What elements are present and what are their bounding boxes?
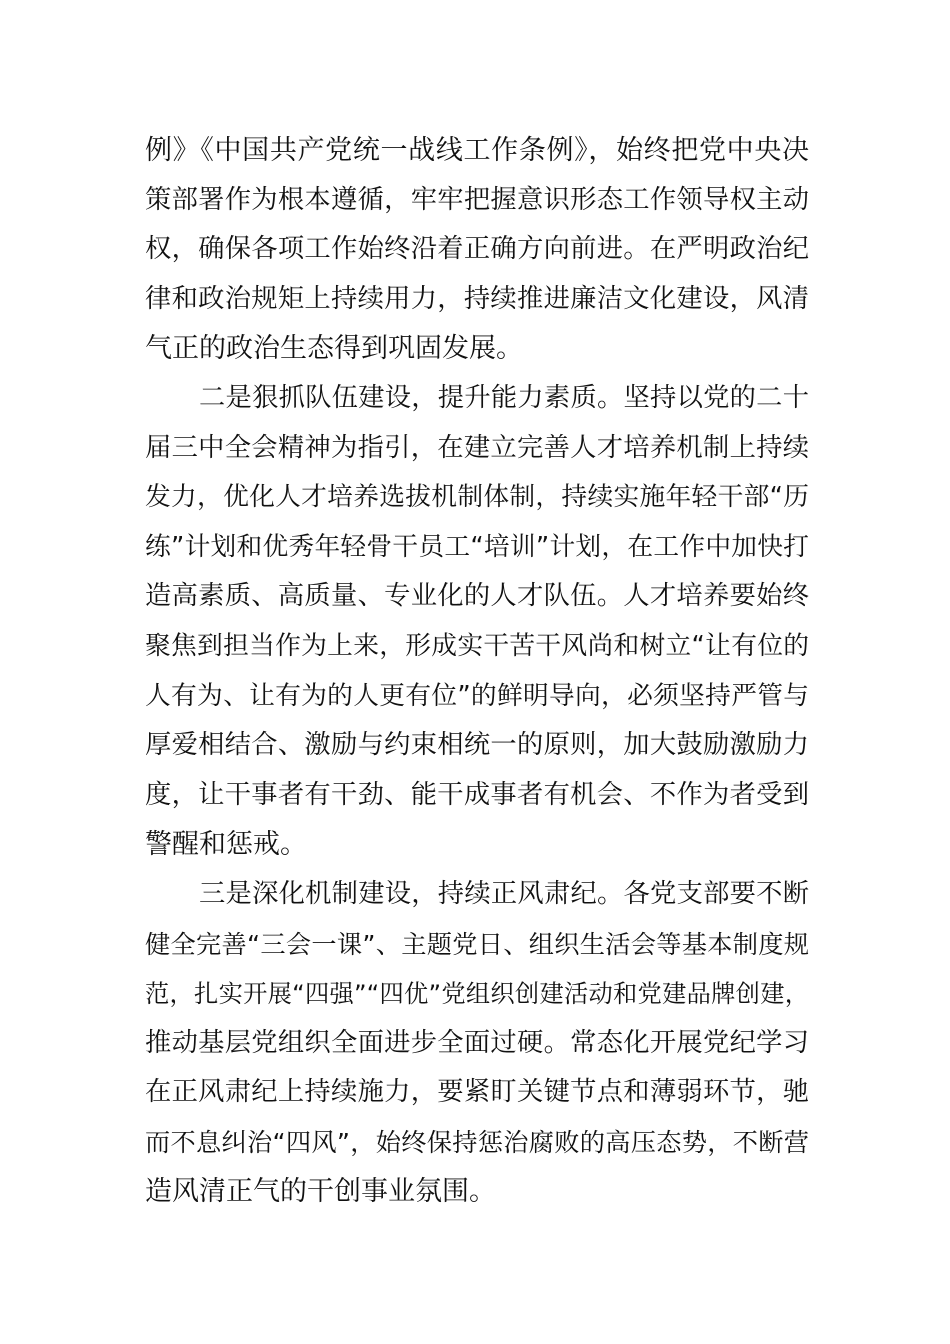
text-line: 练”计划和优秀年轻骨干员工“培训”计划，在工作中加快打 bbox=[145, 531, 809, 562]
paragraph-continuation bbox=[145, 126, 809, 374]
text-line: 健全完善“三会一课”、主题党日、组织生活会等基本制度规 bbox=[145, 929, 809, 959]
text-line: 度，让干事者有干劲、能干成事者有机会、不作为者受到 bbox=[145, 779, 809, 810]
text-line: 二是狠抓队伍建设，提升能力素质。坚持以党的二十 bbox=[199, 382, 809, 413]
text-line: 人有为、让有为的人更有位”的鲜明导向，必须坚持严管与 bbox=[145, 680, 809, 711]
text-line: 聚焦到担当作为上来，形成实干苦干风尚和树立“让有位的 bbox=[145, 630, 809, 661]
paragraph-team-building bbox=[145, 374, 809, 870]
document-body bbox=[145, 126, 809, 1217]
text-line: 律和政治规矩上持续用力，持续推进廉洁文化建设，风清 bbox=[145, 283, 809, 314]
paragraph-mechanism-building bbox=[145, 870, 809, 1217]
text-line: 范，扎实开展“四强”“四优”党组织创建活动和党建品牌创建， bbox=[145, 979, 809, 1009]
text-line: 气正的政治生态得到巩固发展。 bbox=[145, 333, 523, 365]
text-line: 推动基层党组织全面进步全面过硬。常态化开展党纪学习 bbox=[145, 1027, 809, 1058]
text-line: 三是深化机制建设，持续正风肃纪。各党支部要不断 bbox=[199, 878, 809, 909]
text-line: 造高素质、高质量、专业化的人才队伍。人才培养要始终 bbox=[145, 581, 809, 612]
text-line: 届三中全会精神为指引，在建立完善人才培养机制上持续 bbox=[145, 432, 809, 463]
text-line: 发力，优化人才培养选拔机制体制，持续实施年轻干部“历 bbox=[145, 482, 809, 513]
text-line: 造风清正气的干创事业氛围。 bbox=[145, 1176, 496, 1208]
text-line: 权，确保各项工作始终沿着正确方向前进。在严明政治纪 bbox=[145, 234, 809, 265]
text-line: 警醒和惩戒。 bbox=[145, 829, 307, 861]
text-line: 策部署作为根本遵循，牢牢把握意识形态工作领导权主动 bbox=[145, 184, 809, 215]
text-line: 例》《中国共产党统一战线工作条例》，始终把党中央决 bbox=[145, 135, 809, 166]
text-line: 厚爱相结合、激励与约束相统一的原则，加大鼓励激励力 bbox=[145, 730, 809, 761]
text-line: 而不息纠治“四风”，始终保持惩治腐败的高压态势，不断营 bbox=[145, 1127, 809, 1157]
text-line: 在正风肃纪上持续施力，要紧盯关键节点和薄弱环节，驰 bbox=[145, 1077, 809, 1108]
